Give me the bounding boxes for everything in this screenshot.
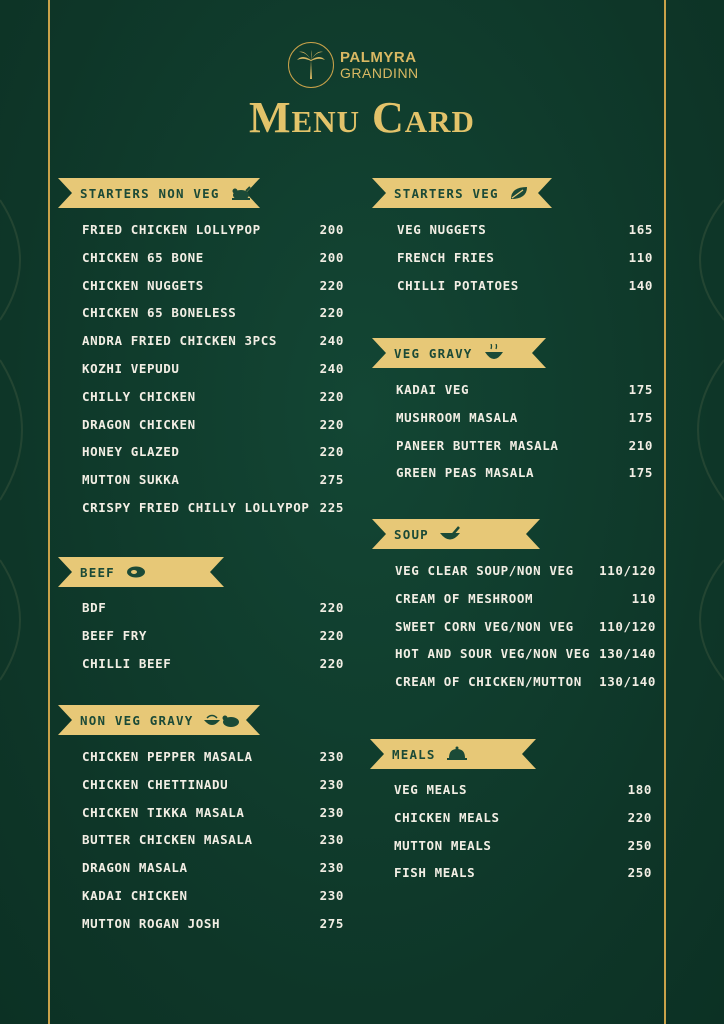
item-name: FRIED CHICKEN LOLLYPOP [82,222,261,237]
item-name: CHICKEN PEPPER MASALA [82,749,253,764]
brand-subname: GRANDINN [340,64,419,81]
menu-item [82,278,344,296]
item-name: DRAGON MASALA [82,860,188,876]
section-title: STARTERS VEG [394,185,499,201]
item-price: 230 [319,804,344,820]
section-banner-beef [58,557,224,587]
menu-item [397,222,653,240]
section-banner-starters-veg [372,178,552,208]
cloche-icon [446,746,468,762]
menu-item [82,777,344,795]
item-price: 220 [319,416,344,432]
menu-item [394,838,652,856]
item-price: 140 [628,277,653,293]
item-name: MUTTON MEALS [394,837,492,853]
leaf-icon [509,185,529,201]
item-price: 220 [319,655,344,671]
item-name: CHICKEN MEALS [394,809,500,825]
item-price: 110 [631,590,656,606]
item-name: VEG CLEAR SOUP/NON VEG [395,563,574,578]
page-title: Menu Card [249,93,475,142]
item-price: 200 [319,249,344,265]
menu-item [82,628,344,646]
section-title: VEG GRAVY [394,345,473,361]
item-name: CHILLI POTATOES [397,277,519,293]
menu-item [396,465,653,483]
menu-item [395,591,656,609]
item-price: 230 [319,888,344,903]
menu-item [395,646,656,664]
menu-item [82,916,344,934]
menu-item [394,782,652,800]
item-price: 175 [628,382,653,397]
item-price: 110/120 [599,618,656,634]
menu-item [82,389,344,407]
section-title: NON VEG GRAVY [80,712,194,728]
menu-item [397,278,653,296]
item-name: BDF [82,600,107,615]
section-title: SOUP [394,526,429,542]
item-name: SWEET CORN VEG/NON VEG [395,618,574,634]
item-name: FISH MEALS [394,865,476,881]
menu-item [82,749,344,767]
item-price: 165 [628,222,653,237]
item-name: VEG NUGGETS [397,222,487,237]
item-name: KADAI CHICKEN [82,888,188,903]
item-price: 230 [319,832,344,848]
item-name: CHICKEN NUGGETS [82,277,204,293]
item-name: HONEY GLAZED [82,444,180,460]
menu-item [82,888,344,906]
item-price: 220 [319,305,344,321]
section-title: MEALS [392,746,436,762]
item-name: VEG MEALS [394,782,468,797]
item-name: CHICKEN 65 BONE [82,249,204,265]
section-banner-non-veg-gravy [58,705,260,735]
steak-icon [125,565,147,579]
menu-item [82,444,344,462]
item-price: 220 [319,600,344,615]
curry-chicken-icon [203,712,241,728]
item-name: MUTTON ROGAN JOSH [82,915,221,931]
item-price: 220 [319,627,344,643]
bowl-icon [483,344,505,362]
menu-item [396,410,653,428]
item-price: 130/140 [599,646,656,662]
menu-item [82,361,344,379]
item-name: CHICKEN TIKKA MASALA [82,804,245,820]
menu-item [82,305,344,323]
menu-item [82,860,344,878]
item-price: 130/140 [599,674,656,690]
menu-item [82,600,344,618]
item-price: 225 [319,500,344,515]
item-name: PANEER BUTTER MASALA [396,437,559,453]
item-price: 200 [319,222,344,237]
item-price: 240 [319,333,344,349]
item-price: 110 [628,249,653,265]
item-name: CHILLI BEEF [82,655,172,671]
item-price: 220 [319,277,344,293]
item-price: 220 [627,809,652,825]
roast-chicken-icon [230,185,252,201]
brand-logo [288,42,419,88]
item-name: CREAM OF MESHROOM [395,590,534,606]
menu-item [82,500,344,518]
menu-item [394,865,652,883]
item-name: FRENCH FRIES [397,249,495,265]
item-price: 275 [319,472,344,488]
left-ornament [0,0,48,1024]
menu-item [82,417,344,435]
menu-item [395,674,656,692]
item-price: 110/120 [599,563,656,578]
menu-item [82,805,344,823]
menu-item [82,333,344,351]
section-banner-veg-gravy [372,338,546,368]
item-name: MUSHROOM MASALA [396,409,518,425]
item-name: KADAI VEG [396,382,470,397]
item-name: CHICKEN CHETTINADU [82,776,229,792]
item-price: 250 [627,837,652,853]
item-price: 240 [319,361,344,376]
menu-item [82,250,344,268]
section-banner-soup [372,519,540,549]
item-name: CHILLY CHICKEN [82,388,196,404]
item-name: BUTTER CHICKEN MASALA [82,832,253,848]
item-price: 220 [319,388,344,404]
right-ornament [666,0,724,1024]
menu-item [395,563,656,581]
item-name: GREEN PEAS MASALA [396,465,535,481]
menu-item [82,832,344,850]
item-name: ANDRA FRIED CHICKEN 3PCS [82,333,278,349]
left-border-line [48,0,50,1024]
mortar-icon [439,526,461,542]
menu-item [395,619,656,637]
item-price: 175 [628,409,653,425]
item-name: CREAM OF CHICKEN/MUTTON [395,674,582,690]
palm-tree-icon [288,42,334,88]
item-name: BEEF FRY [82,627,148,643]
menu-item [82,472,344,490]
menu-item [82,656,344,674]
item-name: MUTTON SUKKA [82,472,180,488]
item-price: 230 [319,860,344,876]
section-title: BEEF [80,564,115,580]
item-price: 250 [627,865,652,881]
brand-name: PALMYRA [340,48,417,66]
item-price: 220 [319,444,344,460]
item-price: 180 [627,782,652,797]
item-name: CRISPY FRIED CHILLY LOLLYPOP [82,500,310,515]
item-name: KOZHI VEPUDU [82,361,180,376]
section-banner-starters-non-veg [58,178,260,208]
item-name: CHICKEN 65 BONELESS [82,305,237,321]
item-price: 210 [628,437,653,453]
menu-item [82,222,344,240]
menu-item [396,382,653,400]
item-price: 230 [319,776,344,792]
item-price: 175 [628,465,653,481]
item-price: 230 [319,749,344,764]
item-name: DRAGON CHICKEN [82,416,196,432]
menu-item [394,810,652,828]
menu-item [397,250,653,268]
section-banner-meals [370,739,536,769]
item-price: 275 [319,915,344,931]
right-border-line [664,0,666,1024]
menu-item [396,438,653,456]
item-name: HOT AND SOUR VEG/NON VEG [395,646,591,662]
section-title: STARTERS NON VEG [80,185,220,201]
